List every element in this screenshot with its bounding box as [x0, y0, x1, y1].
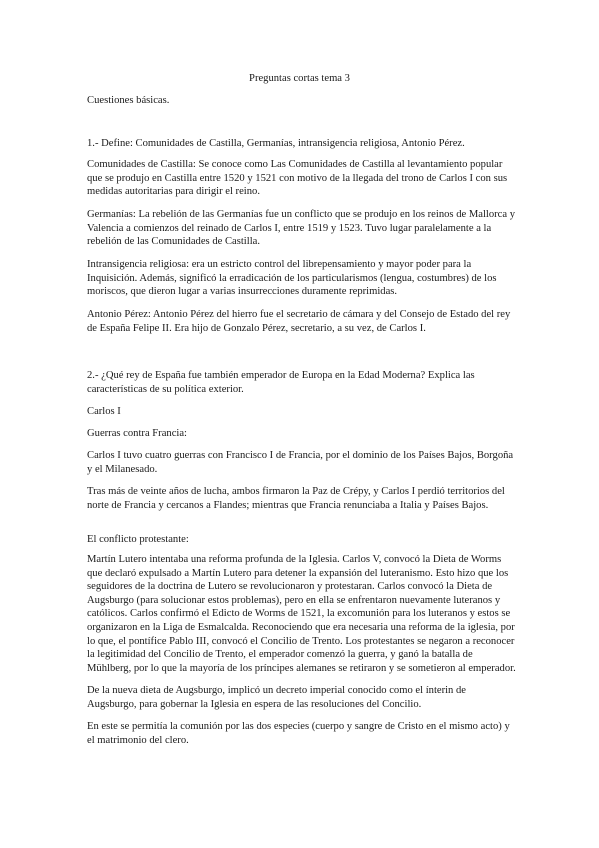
guerras-paragraph-1: Carlos I tuvo cuatro guerras con Francisco I de Francia, por el dominio de los Países Bajos, Borgoña y el Milanesado. [87, 450, 514, 475]
answer-antonio-perez: Antonio Pérez: Antonio Pérez del hierro fue el secretario de cámara y del Consejo de Estado del rey de España Felipe II. Era hijo de Gonzalo Pérez, secretario, a su vez, de Carlos I. [87, 309, 511, 334]
answer-germanias: Germanías: La rebelión de las Germanías fue un conflicto que se produjo en los reinos de Mallorca y Valencia a comienzos del reinado de Carlos I, entre 1519 y 1523. Tuvo lugar paralelamente a la rebelión de las Comunidades de Castilla. [87, 209, 516, 248]
conflicto-paragraph-3: En este se permitía la comunión por las dos especies (cuerpo y sangre de Cristo en el mismo acto) y el matrimonio del clero. [87, 721, 510, 746]
document-subtitle: Cuestiones básicas. [87, 95, 170, 106]
answer-comunidades: Comunidades de Castilla: Se conoce como Las Comunidades de Castilla al levantamiento popular que se produjo en Castilla entre 1520 y 1521 con motivo de la llegada del trono de Carlos I con sus medidas autoritarias para dirigir el reino. [87, 159, 508, 198]
answer-carlos: Carlos I [87, 406, 121, 417]
guerras-paragraph-2: Tras más de veinte años de lucha, ambos firmaron la Paz de Crépy, y Carlos I perdió territorios del norte de Francia y cercanos a Flandes; mientras que Francia renunciaba a Italia y Países Bajos. [87, 486, 505, 511]
conflicto-paragraph-2: De la nueva dieta de Augsburgo, implicó un decreto imperial conocido como el ínterin de Augsburgo, para gobernar la Iglesia en espera de las resoluciones del Concilio. [87, 685, 467, 710]
answer-intransigencia: Intransigencia religiosa: era un estricto control del librepensamiento y mayor poder para la Inquisición. Además, significó la erradicación de los particularismos (lengua, costumbres) de los moriscos, que dieron lugar a varias insurrecciones duramente reprimidas. [87, 259, 497, 298]
heading-conflicto: El conflicto protestante: [87, 534, 189, 545]
question-1: 1.- Define: Comunidades de Castilla, Germanías, intransigencia religiosa, Antonio Pérez. [87, 138, 465, 149]
heading-guerras: Guerras contra Francia: [87, 428, 188, 439]
document-title: Preguntas cortas tema 3 [249, 73, 350, 84]
conflicto-paragraph-1: Martín Lutero intentaba una reforma profunda de la Iglesia. Carlos V, convocó la Dieta de Worms que declaró expulsado a Martín Lutero para detener la expansión del luteranismo. Esto hizo que los seguidores de la doctrina de Lutero se revolucionaron y protestaran. Carlos convocó la Dieta de Augsburgo (para solucionar estos problemas), pero en ella se enfrentaron nuevamente luteranos y católicos. Carlos confirmó el Edicto de Worms de 1521, la excomunión para los luteranos y estos se organizaron en la Liga de Esmalcalda. Reconociendo que era necesaria una reforma de la iglesia, por lo que, el pontífice Pablo III, convocó el Concilio de Trento. Los protestantes se negaron a reconocer la legitimidad del Concilio de Trento, el emperador comenzó la guerra, y ganó la batalla de Mühlberg, por lo que la mayoría de los príncipes alemanes se retiraron y se sometieron al emperador. [87, 554, 516, 674]
question-2: 2.- ¿Qué rey de España fue también emperador de Europa en la Edad Moderna? Explica las características de su política exterior. [87, 370, 475, 395]
